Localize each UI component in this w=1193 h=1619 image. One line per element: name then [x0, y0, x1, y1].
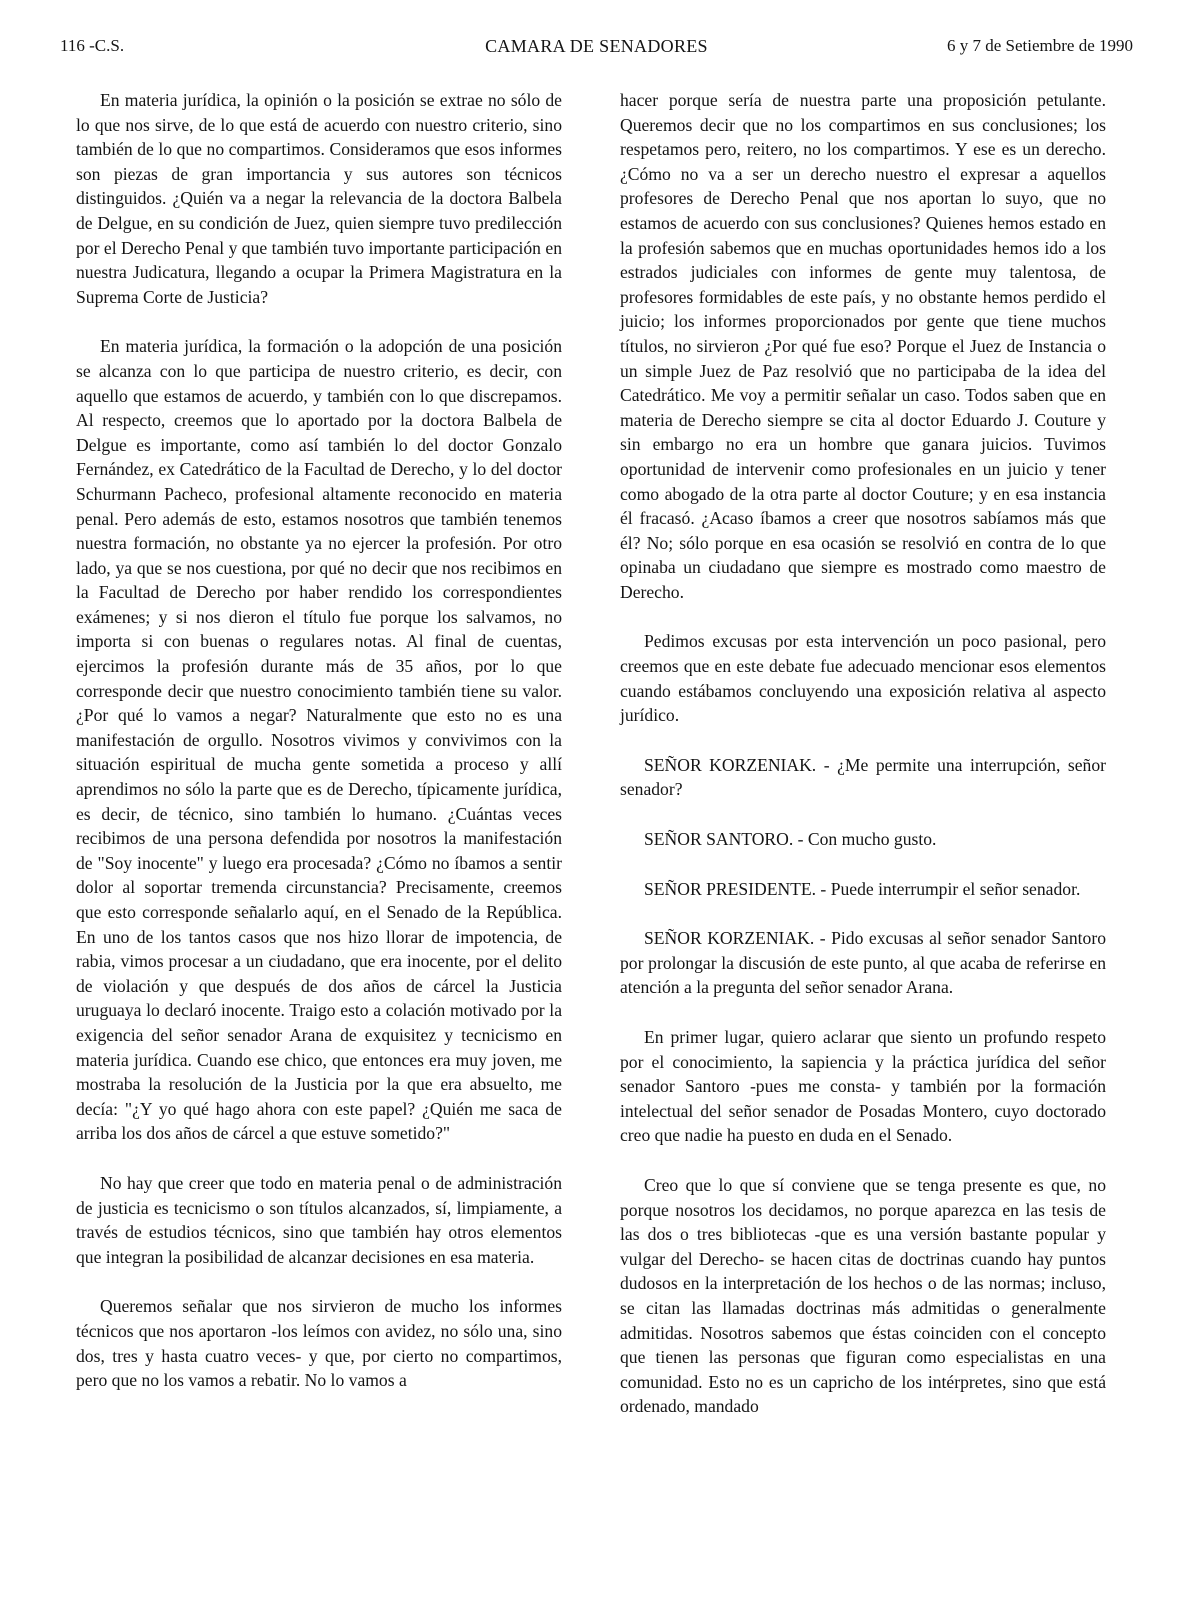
- paragraph-continued: hacer porque sería de nuestra parte una proposición petulante. Queremos decir que no los compartimos en sus conclusiones; los respetamos pero, reitero, no los compartimos. Y ese es un derecho. ¿Cómo no va a ser un derecho nuestro el expresar a aquellos profesores de Derecho Penal que nos aportan lo suyo, que no estamos de acuerdo con sus conclusiones? Quienes hemos estado en la profesión sabemos que en muchas oportunidades hemos ido a los estrados judiciales con informes de gente muy talentosa, de profesores formidables de este país, y no obstante hemos perdido el juicio; los informes proporcionados por gente que tiene muchos títulos, no sirvieron ¿Por qué fue eso? Porque el Juez de Instancia o un simple Juez de Paz resolvió que no participaba de la idea del Catedrático. Me voy a permitir señalar un caso. Todos saben que en materia de Derecho siempre se cita al doctor Eduardo J. Couture y sin embargo no era un hombre que ganara juicios. Tuvimos oportunidad de intervenir como profesionales en un juicio y tener como abogado de la otra parte al doctor Couture; y en esa instancia él fracasó. ¿Acaso íbamos a creer que nosotros sabíamos más que él? No; sólo porque en esa ocasión se resolvió en contra de lo que opinaba un ciudadano que siempre es mostrado como maestro de Derecho.: [620, 90, 1106, 602]
- speaker-paragraph: SEÑOR KORZENIAK. - Pido excusas al señor senador Santoro por prolongar la discusión de este punto, al que acaba de referirse en atención a la pregunta del señor senador Arana.: [620, 928, 1106, 998]
- paragraph: En primer lugar, quiero aclarar que siento un profundo respeto por el conocimiento, la sapiencia y la práctica jurídica del señor senador Santoro -pues me consta- y también por la formación intelectual del señor senador de Posadas Montero, cuyo doctorado creo que nadie ha puesto en duda en el Senado.: [620, 1027, 1106, 1146]
- session-date: 6 y 7 de Setiembre de 1990: [946, 36, 1133, 55]
- page-number: 116 -C.S.: [60, 36, 125, 55]
- page-title: CAMARA DE SENADORES: [485, 36, 708, 56]
- paragraph: Queremos señalar que nos sirvieron de mucho los informes técnicos que nos aportaron -los leímos con avidez, no sólo una, sino dos, tres y hasta cuatro veces- y que, por cierto no compartimos, pero que no los vamos a rebatir. No lo vamos a: [76, 1296, 562, 1391]
- paragraph: En materia jurídica, la formación o la adopción de una posición se alcanza con lo que participa de nuestro criterio, es decir, con aquello que estamos de acuerdo, y también con lo que discrepamos. Al respecto, creemos que lo aportado por la doctora Balbela de Delgue es importante, como así también lo del doctor Gonzalo Fernández, ex Catedrático de la Facultad de Derecho, y lo del doctor Schurmann Pacheco, profesional altamente reconocido en materia penal. Pero además de esto, estamos nosotros que también tenemos nuestra formación, no obstante ya no ejercer la profesión. Por otro lado, ya que se nos cuestiona, por qué no decir que nos recibimos en la Facultad de Derecho por haber rendido los correspondientes exámenes; y si nos dieron el título fue porque los salvamos, no importa si con buenas o regulares notas. Al final de cuentas, ejercimos la profesión durante más de 35 años, por lo que corresponde decir que nuestro conocimiento también tiene su valor. ¿Por qué lo vamos a negar? Naturalmente que esto no es una manifestación de orgullo. Nosotros vivimos y convivimos con la situación espiritual de mucha gente sometida a proceso y allí aprendimos no sólo la parte que es de Derecho, típicamente jurídica, es decir, de técnico, sino también lo humano. ¿Cuántas veces recibimos de una persona defendida por nosotros la manifestación de "Soy inocente" y luego era procesada? ¿Cómo no íbamos a sentir dolor al soportar tremenda circunstancia? Precisamente, creemos que esto corresponde señalarlo aquí, en el Senado de la República. En uno de los tantos casos que nos hizo llorar de impotencia, de rabia, vimos procesar a un ciudadano, que era inocente, por el delito de violación y que después de dos años de cárcel la Justicia uruguaya lo declaró inocente. Traigo esto a colación motivado por la exigencia del señor senador Arana de exquisitez y tecnicismo en materia jurídica. Cuando ese chico, que entonces era muy joven, me mostraba la resolución de la Justicia por la que era absuelto, me decía: "¿Y yo qué hago ahora con este papel? ¿Quién me saca de arriba los dos años de cárcel a que estuve sometido?": [76, 336, 562, 1144]
- left-column: [76, 88, 562, 1393]
- speaker-paragraph: SEÑOR PRESIDENTE. - Puede interrumpir el señor senador.: [644, 878, 1081, 899]
- page-header: [60, 36, 1133, 60]
- speaker-paragraph: SEÑOR KORZENIAK. - ¿Me permite una interrupción, señor senador?: [620, 754, 1106, 800]
- paragraph: No hay que creer que todo en materia penal o de administración de justicia es tecnicismo o son títulos alcanzados, sí, limpiamente, a través de estudios técnicos, sino que también hay otros elementos que integran la posibilidad de alcanzar decisiones en esa materia.: [76, 1172, 562, 1267]
- right-column: [620, 88, 1106, 1419]
- paragraph: En materia jurídica, la opinión o la posición se extrae no sólo de lo que nos sirve, de lo que está de acuerdo con nuestro criterio, sino también de lo que no compartimos. Consideramos que esos informes son piezas de gran importancia y sus autores son técnicos distinguidos. ¿Quién va a negar la relevancia de la doctora Balbela de Delgue, en su condición de Juez, quien siempre tuvo predilección por el Derecho Penal y que también tuvo importante participación en nuestra Judicatura, llegando a ocupar la Primera Magistratura en la Suprema Corte de Justicia?: [76, 90, 562, 307]
- paragraph: Pedimos excusas por esta intervención un poco pasional, pero creemos que en este debate fue adecuado mencionar esos elementos cuando estábamos concluyendo una exposición relativa al aspecto jurídico.: [620, 631, 1106, 726]
- paragraph: Creo que lo que sí conviene que se tenga presente es que, no porque nosotros los decidamos, no porque aparezca en las tesis de las dos o tres bibliotecas -que es una versión bastante popular y vulgar del Derecho- se hacen citas de doctrinas cuando hay puntos dudosos en la interpretación de los hechos o de las normas; incluso, se citan las llamadas doctrinas más admitidas o generalmente admitidas. Nosotros sabemos que éstas coinciden con el concepto que tienen las personas que figuran como especialistas en una comunidad. Esto no es un capricho de los intérpretes, sino que está ordenado, mandado: [620, 1174, 1106, 1417]
- speaker-paragraph: SEÑOR SANTORO. - Con mucho gusto.: [644, 829, 937, 850]
